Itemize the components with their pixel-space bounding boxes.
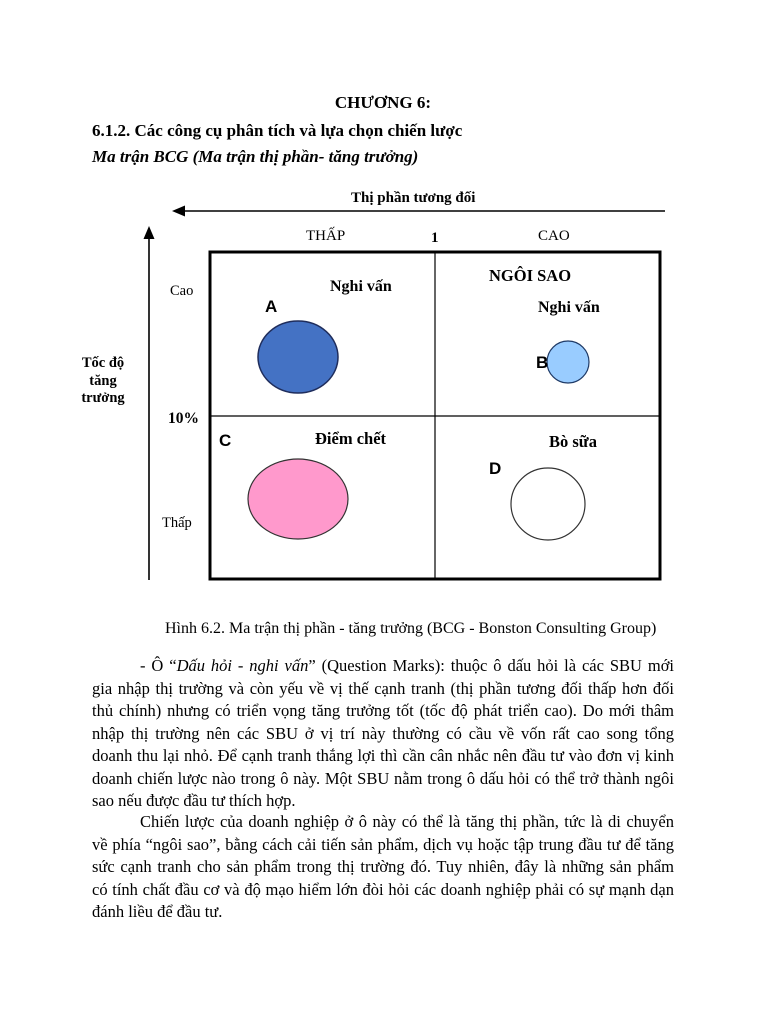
- growth-rate-arrow: [144, 226, 155, 580]
- text-line: doanh chiến lược nào trong ô này. Một SBU nằm trong ô dấu hỏi có thể trở thành ngôi: [92, 768, 674, 788]
- bubble-c: [248, 459, 348, 539]
- subheading: Ma trận BCG (Ma trận thị phần- tăng trưởng): [92, 147, 419, 166]
- y-axis-title-line: tăng: [89, 373, 117, 389]
- figure-caption: Hình 6.2. Ma trận thị phần - tăng trưởng (BCG - Bonston Consulting Group): [165, 620, 657, 637]
- text-line: Chiến lược của doanh nghiệp ở ô này có thể là tăng thị phần, tức là di chuyển: [140, 812, 674, 831]
- bubble-d: [511, 468, 585, 540]
- chapter-title: CHƯƠNG 6:: [334, 93, 432, 112]
- italic-term: Dấu hỏi - nghi vấn: [176, 656, 309, 675]
- arrow-left-icon: [172, 206, 185, 217]
- bubble-b-letter: B: [536, 353, 549, 372]
- bubble-a: [258, 321, 338, 393]
- quadrant-top-right-sublabel: Nghi vấn: [538, 299, 600, 316]
- x-axis-low-label: THẤP: [306, 228, 346, 244]
- text-line: có tính chất đầu cơ và độ mạo hiểm lớn đòi hỏi các doanh nghiệp phải có sự mạnh dạn: [92, 879, 674, 899]
- text-line: thủ chính) nhưng có triển vọng tăng trưởng tốt (tốc độ phát triển cao). Do mới thâm: [92, 701, 674, 720]
- bubble-c-letter: C: [219, 431, 232, 450]
- quadrant-bottom-left-label: Điểm chết: [315, 429, 387, 448]
- quadrant-bottom-right-label: Bò sữa: [549, 432, 597, 451]
- y-axis-title-line: Tốc độ: [81, 355, 125, 371]
- bubble-b: [547, 341, 589, 383]
- text-line: sao nếu được đầu tư thích hợp.: [92, 791, 296, 810]
- relative-market-share-arrow: [172, 206, 665, 217]
- x-axis-title: Thị phần tương đối: [351, 190, 476, 206]
- paragraph-strategy: [92, 811, 674, 924]
- paragraph-question-marks: [92, 655, 674, 813]
- y-axis-high-label: Cao: [170, 283, 194, 299]
- text-line: gia nhập thị trường và còn yếu về vị thế cạnh tranh (thị phần tương đối thấp hơn đối: [92, 678, 674, 698]
- text-line: sức cạnh tranh cho sản phẩm trong thị trường đó. Tuy nhiên, đây là những sản phẩm: [92, 857, 674, 876]
- text-line: về phía “ngôi sao”, bằng cách cải tiến sản phẩm, dịch vụ hoặc tập trung đầu tư để tăng: [92, 834, 674, 854]
- text-line: đánh liều để đầu tư.: [92, 902, 223, 921]
- text-run: - Ô “: [140, 656, 177, 675]
- quadrant-top-left-label: Nghi vấn: [330, 278, 392, 295]
- y-axis-title-line: trưởng: [81, 390, 125, 406]
- arrow-up-icon: [144, 226, 155, 239]
- y-axis-low-label: Thấp: [162, 515, 192, 531]
- text-run: ” (Question Marks): thuộc ô dấu hỏi là các SBU mới: [308, 656, 675, 675]
- text-line: [92, 655, 674, 678]
- bubble-d-letter: D: [489, 459, 502, 478]
- bubble-a-letter: A: [265, 297, 278, 316]
- text-line: doanh thu lại nhỏ. Để cạnh tranh thắng lợi thì cần cân nhắc nên đầu tư vào đơn vị kinh: [92, 746, 674, 765]
- text-line: nhập thị trường nên các SBU ở vị trí này thường có cầu về vốn rất cao song tổng: [92, 723, 674, 743]
- section-heading: 6.1.2. Các công cụ phân tích và lựa chọn chiến lược: [92, 121, 463, 140]
- y-axis-midpoint-label: 10%: [168, 410, 199, 427]
- x-axis-high-label: CAO: [538, 228, 570, 244]
- x-axis-midpoint-label: 1: [431, 230, 439, 246]
- quadrant-top-right-label: NGÔI SAO: [489, 266, 572, 285]
